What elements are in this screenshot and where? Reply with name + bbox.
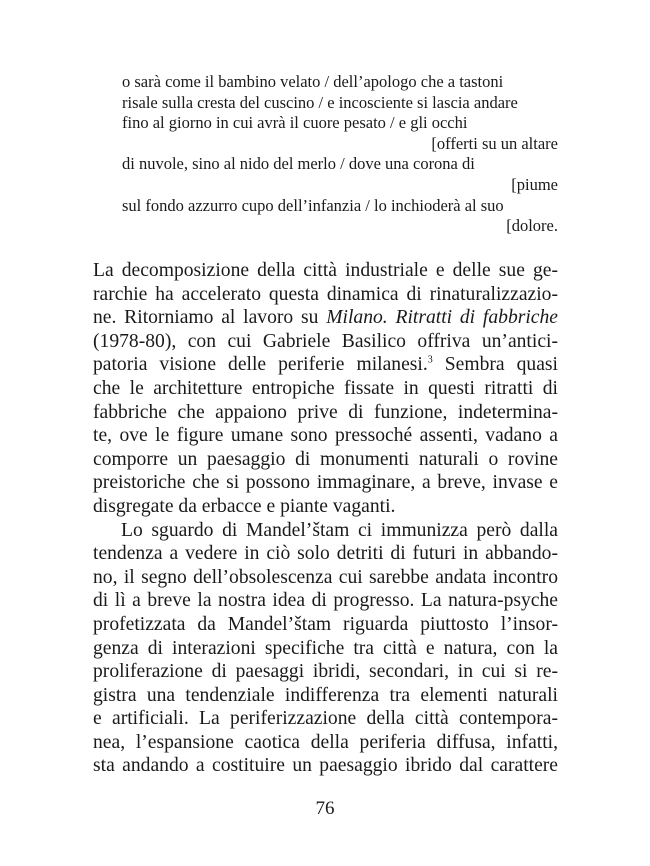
text-line: tendenza a vedere in ciò solo detriti di futuri in abbando- [93, 543, 558, 565]
text-line: te, ove le figure umane sono pressoché assenti, vadano a [93, 425, 558, 447]
text-line: gistra una tendenziale indifferenza tra elementi naturali [93, 684, 558, 706]
verse-line: sul fondo azzurro cupo dell’infanzia / lo inchioderà al suo [122, 195, 504, 215]
text-line: preistoriche che si possono immaginare, a breve, invase e [93, 472, 558, 494]
verse-line-turnover: [dolore. [506, 216, 558, 236]
text-line: nea, l’espansione caotica della periferia diffusa, infatti, [93, 731, 558, 753]
text-line: (1978-80), con cui Gabriele Basilico offriva un’antici- [93, 330, 558, 352]
page-number: 76 [315, 798, 335, 819]
text-line: disgregate da erbacce e piante vaganti. [93, 495, 396, 517]
text-line: genza di interazioni specifiche tra città e natura, con la [93, 637, 558, 659]
verse-line-turnover: [piume [511, 174, 558, 194]
text-run: patoria visione delle periferie milanesi. [93, 354, 428, 376]
text-run: ne. Ritorniamo al lavoro su [93, 307, 327, 329]
footnote-marker[interactable]: 3 [427, 354, 433, 366]
text-line: di lì a breve la nostra idea di progresso. La natura-psyche [93, 590, 558, 612]
verse-line: fino al giorno in cui avrà il cuore pesato / e gli occhi [122, 113, 468, 133]
verse-line: o sarà come il bambino velato / dell’apologo che a tastoni [122, 72, 504, 91]
text-line: comporre un paesaggio di monumenti naturali o rovine [93, 448, 558, 470]
italic-title: Milano. Ritratti di fabbriche [326, 307, 558, 329]
text-line: Lo sguardo di Mandel’štam ci immunizza però dalla [121, 519, 558, 541]
paragraph-1 [93, 259, 558, 519]
text-line: e artificiali. La periferizzazione della città contempora- [93, 708, 558, 730]
verse-line-turnover: [offerti su un altare [431, 133, 558, 153]
verse-line: risale sulla cresta del cuscino / e incosciente si lascia andare [122, 92, 518, 112]
text-line: rarchie ha accelerato questa dinamica di rinaturalizzazio- [93, 283, 558, 305]
paragraph-2 [93, 519, 558, 779]
text-line [93, 353, 558, 377]
verse-quotation [122, 72, 558, 237]
text-line: no, il segno dell’obsolescenza cui sarebbe andata incontro [93, 566, 558, 588]
body-text [93, 259, 558, 778]
text-run: Sembra quasi [432, 354, 558, 376]
text-line [93, 306, 558, 330]
text-line: fabbriche che appaiono prive di funzione, indetermina- [93, 401, 558, 423]
verse-line: di nuvole, sino al nido del merlo / dove una corona di [122, 154, 475, 174]
text-line: La decomposizione della città industriale e delle sue ge- [93, 260, 558, 281]
text-line: proliferazione di paesaggi ibridi, secondari, in cui si re- [93, 661, 558, 683]
text-line: profetizzata da Mandel’štam riguarda piuttosto l’insor- [93, 613, 558, 635]
text-line: sta andando a costituire un paesaggio ibrido dal carattere [93, 755, 558, 777]
text-line: che le architetture entropiche fissate in questi ritratti di [93, 377, 558, 399]
